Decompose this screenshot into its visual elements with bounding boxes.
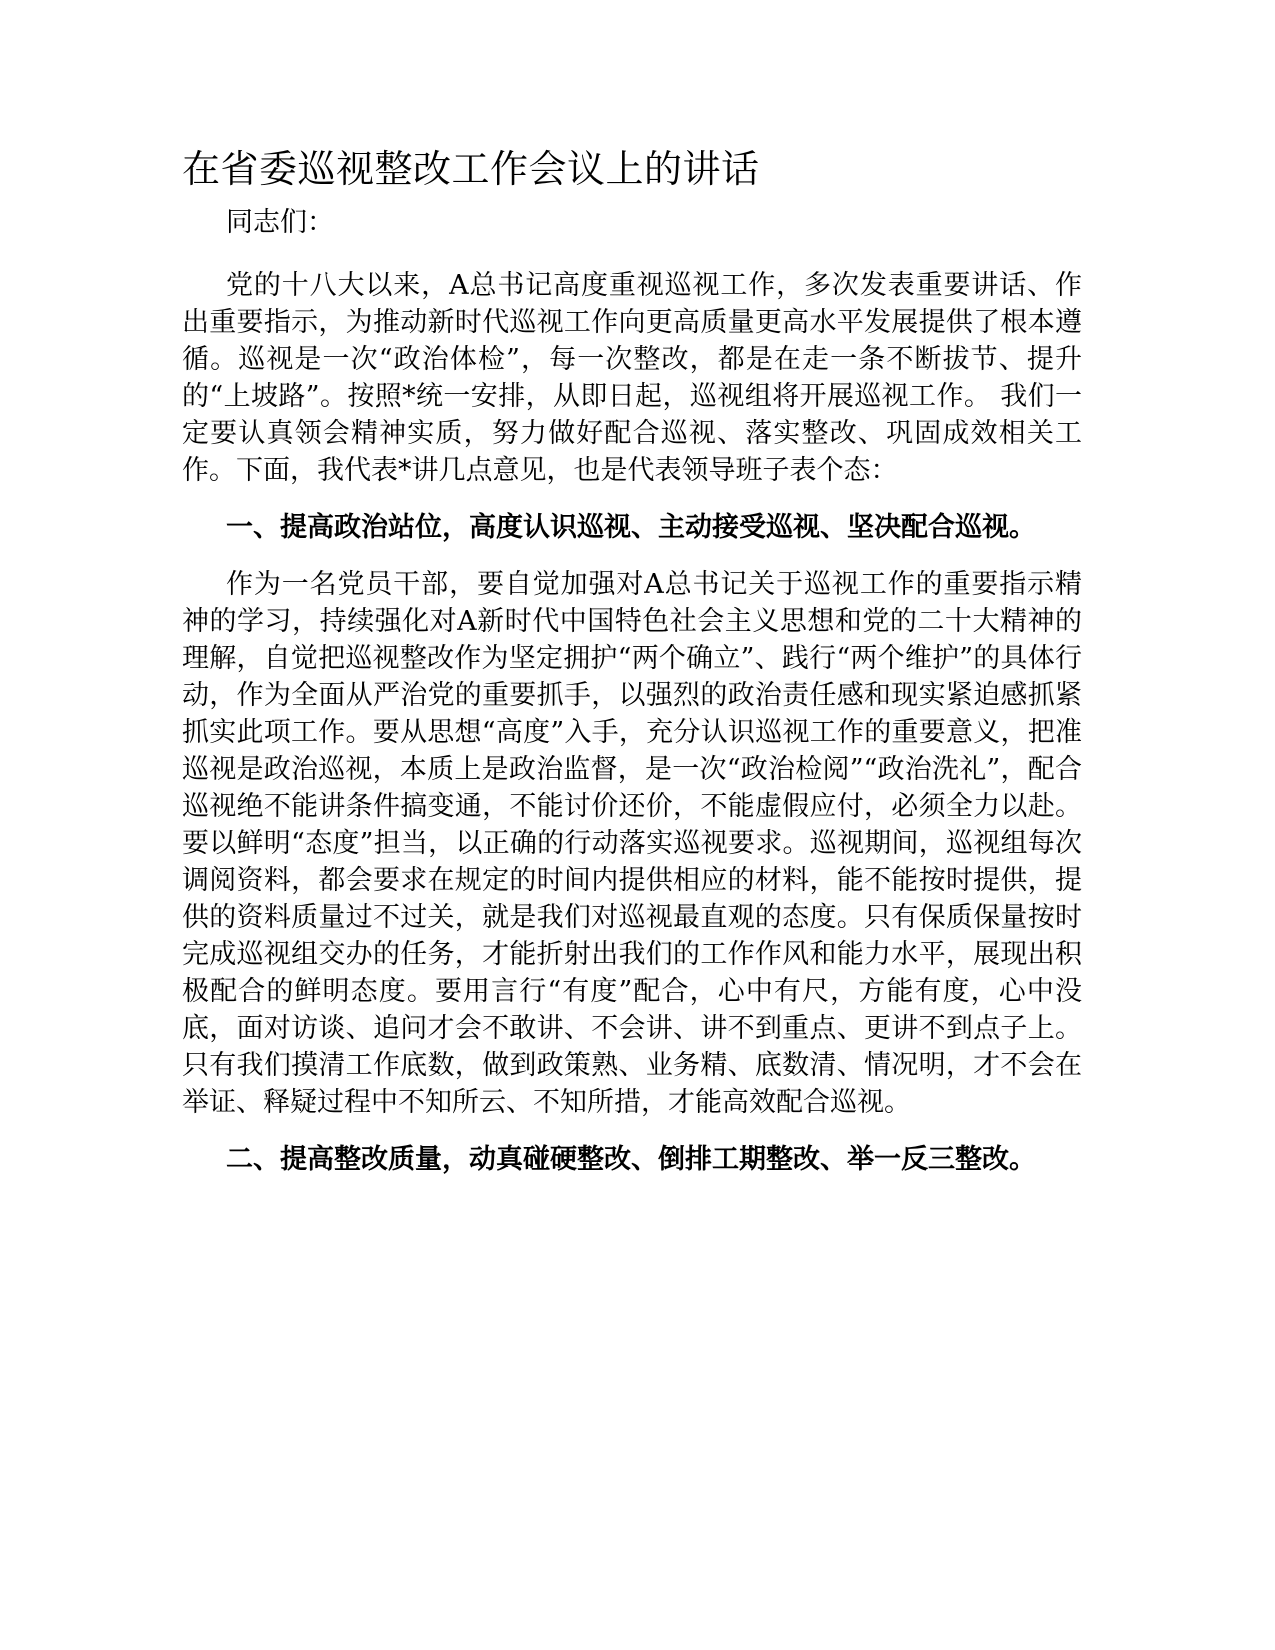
section-heading-2: 二、提高整改质量，动真碰硬整改、倒排工期整改、举一反三整改。: [226, 1144, 1036, 1175]
document-page: [182, 140, 1082, 1198]
section-heading-1: 一、提高政治站位，高度认识巡视、主动接受巡视、坚决配合巡视。: [226, 512, 1036, 543]
greeting: 同志们：: [226, 207, 334, 238]
document-title: 在省委巡视整改工作会议上的讲话: [182, 147, 760, 191]
section-body-1: 作为一名党员干部，要自觉加强对A总书记关于巡视工作的重要指示精神的学习，持续强化对A新时代中国特色社会主义思想和党的二十大精神的理解，自觉把巡视整改作为坚定拥护“两个确立”、践行“两个维护”的具体行动，作为全面从严治党的重要抓手，以强烈的政治责任感和现实紧迫感抓紧抓实此项工作。要从思想“高度”入手，充分认识巡视工作的重要意义，把准巡视是政治巡视，本质上是政治监督，是一次“政治检阅”“政治洗礼”，配合巡视绝不能讲条件搞变通，不能讨价还价，不能虚假应付，必须全力以赴。要以鲜明“态度”担当，以正确的行动落实巡视要求。巡视期间，巡视组每次调阅资料，都会要求在规定的时间内提供相应的材料，能不能按时提供，提供的资料质量过不过关，就是我们对巡视最直观的态度。只有保质保量按时完成巡视组交办的任务，才能折射出我们的工作作风和能力水平，展现出积极配合的鲜明态度。要用言行“有度”配合，心中有尺，方能有度，心中没底，面对访谈、追问才会不敢讲、不会讲、讲不到重点、更讲不到点子上。只有我们摸清工作底数，做到政策熟、业务精、底数清、情况明，才不会在举证、释疑过程中不知所云、不知所措，才能高效配合巡视。: [182, 569, 1082, 1118]
intro-paragraph: 党的十八大以来，A总书记高度重视巡视工作，多次发表重要讲话、作出重要指示，为推动新时代巡视工作向更高质量更高水平发展提供了根本遵循。巡视是一次“政治体检”，每一次整改，都是在走一条不断拔节、提升的“上坡路”。按照*统一安排，从即日起，巡视组将开展巡视工作。 我们一定要认真领会精神实质，努力做好配合巡视、落实整改、巩固成效相关工作。下面，我代表*讲几点意见，也是代表领导班子表个态：: [182, 270, 1082, 486]
